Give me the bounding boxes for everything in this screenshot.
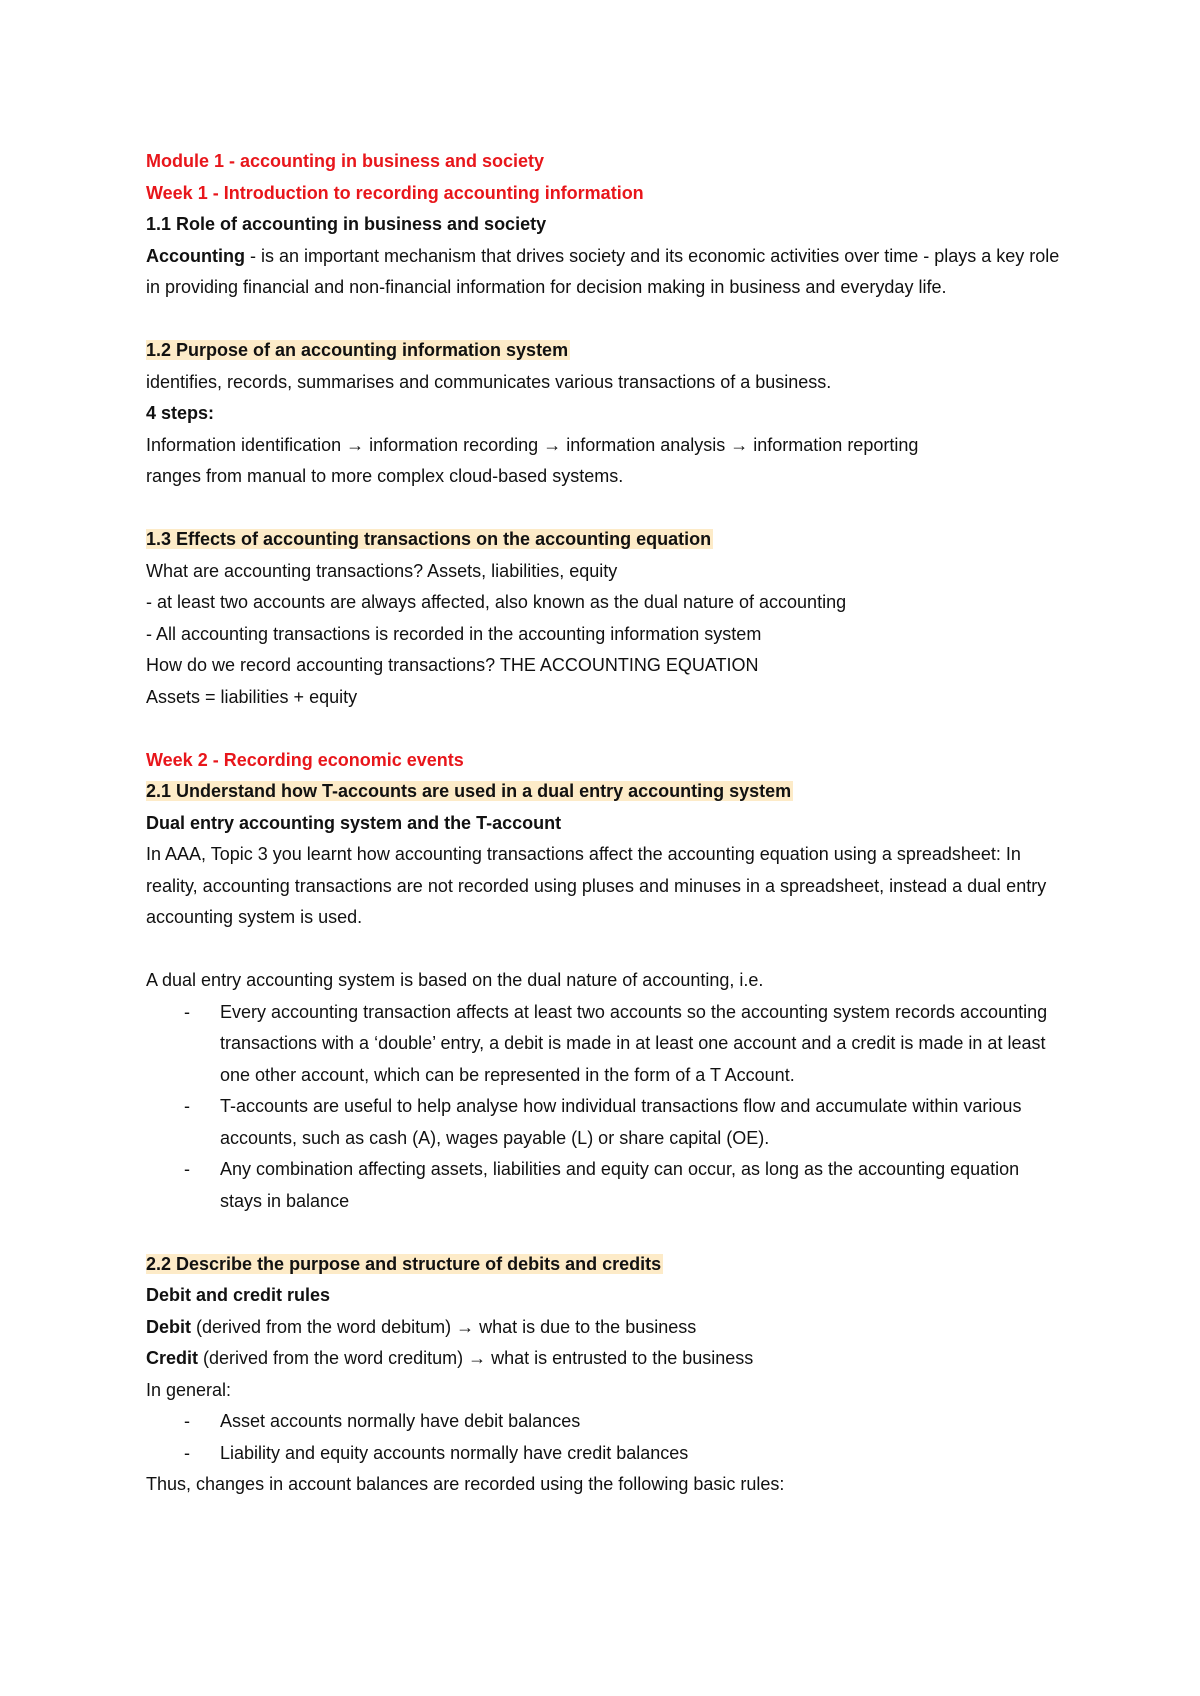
list-item	[146, 1091, 1060, 1154]
list-item-text: T-accounts are useful to help analyse how individual transactions flow and accumulate within various accounts, such as cash (A), wages payable (L) or share capital (OE).	[220, 1096, 1022, 1148]
section-2-2-bullet-list	[146, 1406, 1060, 1469]
section-1-3-line-4: How do we record accounting transactions? THE ACCOUNTING EQUATION	[146, 655, 759, 675]
week2-title: Week 2 - Recording economic events	[146, 749, 464, 770]
spacer	[146, 493, 1060, 525]
debit-term: Debit	[146, 1316, 191, 1337]
section-1-1-heading-text: 1.1 Role of accounting in business and society	[146, 214, 547, 234]
list-item-text: Any combination affecting assets, liabilities and equity can occur, as long as the accounting equation stays in balance	[220, 1159, 1020, 1211]
debit-definition-text: (derived from the word debitum) → what is due to the business	[191, 1316, 697, 1337]
section-2-1-heading	[146, 776, 1060, 808]
credit-term: Credit	[146, 1348, 199, 1368]
section-2-2-heading-text: 2.2 Describe the purpose and structure of debits and credits	[146, 1253, 662, 1274]
section-1-3-heading	[146, 524, 1060, 556]
bullet-dash: -	[184, 1096, 190, 1116]
bullet-dash: -	[184, 1001, 190, 1022]
credit-definition-text: (derived from the word creditum) → what is entrusted to the business	[198, 1348, 754, 1368]
steps-label: 4 steps:	[146, 403, 215, 423]
list-item	[146, 1438, 1060, 1470]
accounting-definition-text: - is an important mechanism that drives society and its economic activities over time - plays a key role in providing financial and non-financial information for decision making in business and everyday life.	[146, 245, 1060, 297]
section-1-2-heading-text: 1.2 Purpose of an accounting information system	[146, 340, 569, 360]
closing-line: Thus, changes in account balances are recorded using the following basic rules:	[146, 1474, 785, 1494]
section-2-1-heading-text: 2.1 Understand how T-accounts are used in a dual entry accounting system	[146, 781, 792, 801]
debit-definition	[146, 1312, 1060, 1344]
section-1-3-line-2: - at least two accounts are always affected, also known as the dual nature of accounting	[146, 592, 847, 612]
section-2-1-paragraph-1: In AAA, Topic 3 you learnt how accounting transactions affect the accounting equation using a spreadsheet: In reality, accounting transactions are not recorded using pluses and minuses in a spreadsheet, instead a dual entry accounting system is used.	[146, 844, 1047, 927]
list-item-text: Liability and equity accounts normally have credit balances	[220, 1442, 689, 1463]
spacer	[146, 1217, 1060, 1249]
bullet-dash: -	[184, 1159, 190, 1179]
spacer	[146, 713, 1060, 745]
spacer	[146, 304, 1060, 336]
list-item	[146, 1406, 1060, 1438]
list-item	[146, 1154, 1060, 1217]
week1-title: Week 1 - Introduction to recording accounting information	[146, 182, 644, 203]
list-item-text: Every accounting transaction affects at least two accounts so the accounting system records accounting transactions with a ‘double’ entry, a debit is made in at least one account and a credit is made in at least one other account, which can be represented in the form of a T Account.	[220, 1001, 1048, 1085]
section-1-2-line-3: ranges from manual to more complex cloud-based systems.	[146, 466, 624, 486]
section-1-3-line-1: What are accounting transactions? Assets, liabilities, equity	[146, 560, 618, 581]
credit-definition	[146, 1343, 1060, 1375]
section-1-2-heading	[146, 335, 1060, 367]
section-2-1-bullet-list	[146, 997, 1060, 1218]
list-item	[146, 997, 1060, 1092]
section-2-2-heading	[146, 1249, 1060, 1281]
section-2-2-subheading: Debit and credit rules	[146, 1285, 331, 1305]
accounting-definition	[146, 241, 1060, 304]
section-2-1-subheading: Dual entry accounting system and the T-account	[146, 812, 562, 833]
section-2-1-paragraph-2: A dual entry accounting system is based on the dual nature of accounting, i.e.	[146, 970, 764, 990]
section-1-3-line-3: - All accounting transactions is recorded in the accounting information system	[146, 623, 762, 644]
section-1-2-line-1: identifies, records, summarises and communicates various transactions of a business.	[146, 371, 832, 392]
section-1-3-heading-text: 1.3 Effects of accounting transactions on the accounting equation	[146, 529, 712, 549]
accounting-term: Accounting	[146, 245, 245, 266]
section-1-2-line-2: Information identification → information recording → information analysis → information reporting	[146, 434, 919, 455]
spacer	[146, 934, 1060, 966]
in-general-label: In general:	[146, 1379, 232, 1400]
list-item-text: Asset accounts normally have debit balances	[220, 1411, 581, 1431]
bullet-dash: -	[184, 1442, 190, 1463]
section-1-3-line-5: Assets = liabilities + equity	[146, 686, 358, 707]
module-title: Module 1 - accounting in business and society	[146, 151, 545, 171]
bullet-dash: -	[184, 1411, 190, 1431]
section-1-1-heading	[146, 209, 1060, 241]
